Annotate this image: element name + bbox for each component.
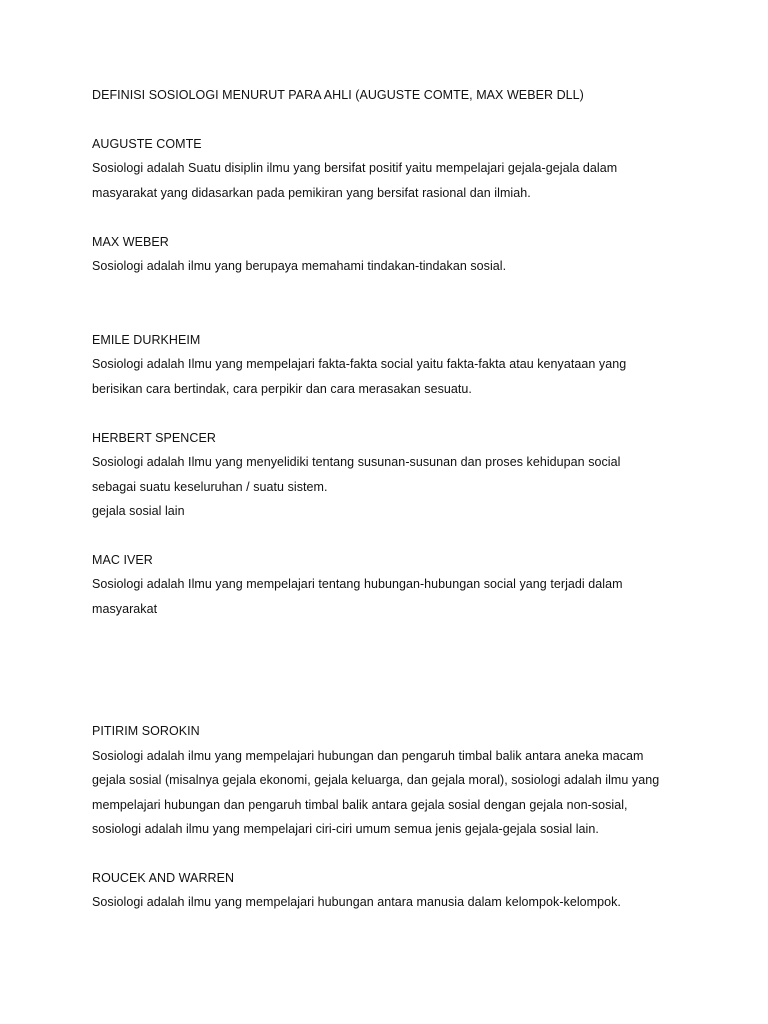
section-heading-roucek-and-warren: ROUCEK AND WARREN	[92, 871, 235, 885]
section-text-line: Sosiologi adalah ilmu yang berupaya memahami tindakan-tindakan sosial.	[92, 259, 507, 273]
section-text-line: gejala sosial lain	[92, 504, 185, 518]
section-text-line: sosiologi adalah ilmu yang mempelajari ciri-ciri umum semua jenis gejala-gejala sosial lain.	[92, 822, 599, 836]
section-text-line: masyarakat	[92, 602, 158, 616]
section-text-line: berisikan cara bertindak, cara perpikir dan cara merasakan sesuatu.	[92, 382, 472, 396]
section-heading-emile-durkheim: EMILE DURKHEIM	[92, 333, 201, 347]
section-text-line: Sosiologi adalah Suatu disiplin ilmu yang bersifat positif yaitu mempelajari gejala-gejala dalam	[92, 161, 618, 175]
section-text-line: masyarakat yang didasarkan pada pemikiran yang bersifat rasional dan ilmiah.	[92, 186, 531, 200]
section-heading-herbert-spencer: HERBERT SPENCER	[92, 431, 216, 445]
section-text-line: mempelajari hubungan dan pengaruh timbal balik antara gejala sosial dengan gejala non-sosial,	[92, 798, 628, 812]
section-heading-pitirim-sorokin: PITIRIM SOROKIN	[92, 724, 200, 738]
section-heading-max-weber: MAX WEBER	[92, 235, 169, 249]
section-heading-auguste-comte: AUGUSTE COMTE	[92, 137, 202, 151]
section-text-line: Sosiologi adalah Ilmu yang mempelajari tentang hubungan-hubungan social yang terjadi dalam	[92, 577, 623, 591]
section-heading-mac-iver: MAC IVER	[92, 553, 153, 567]
section-text-line: Sosiologi adalah Ilmu yang menyelidiki tentang susunan-susunan dan proses kehidupan social	[92, 455, 621, 469]
section-text-line: sebagai suatu keseluruhan / suatu sistem.	[92, 480, 328, 494]
section-text-line: gejala sosial (misalnya gejala ekonomi, gejala keluarga, dan gejala moral), sosiologi adalah ilmu yang	[92, 773, 660, 787]
section-text-line: Sosiologi adalah ilmu yang mempelajari hubungan dan pengaruh timbal balik antara aneka macam	[92, 749, 644, 763]
document-title: DEFINISI SOSIOLOGI MENURUT PARA AHLI (AUGUSTE COMTE, MAX WEBER DLL)	[92, 88, 584, 102]
section-text-line: Sosiologi adalah ilmu yang mempelajari hubungan antara manusia dalam kelompok-kelompok.	[92, 895, 621, 909]
section-text-line: Sosiologi adalah Ilmu yang mempelajari fakta-fakta social yaitu fakta-fakta atau kenyataan yang	[92, 357, 627, 371]
